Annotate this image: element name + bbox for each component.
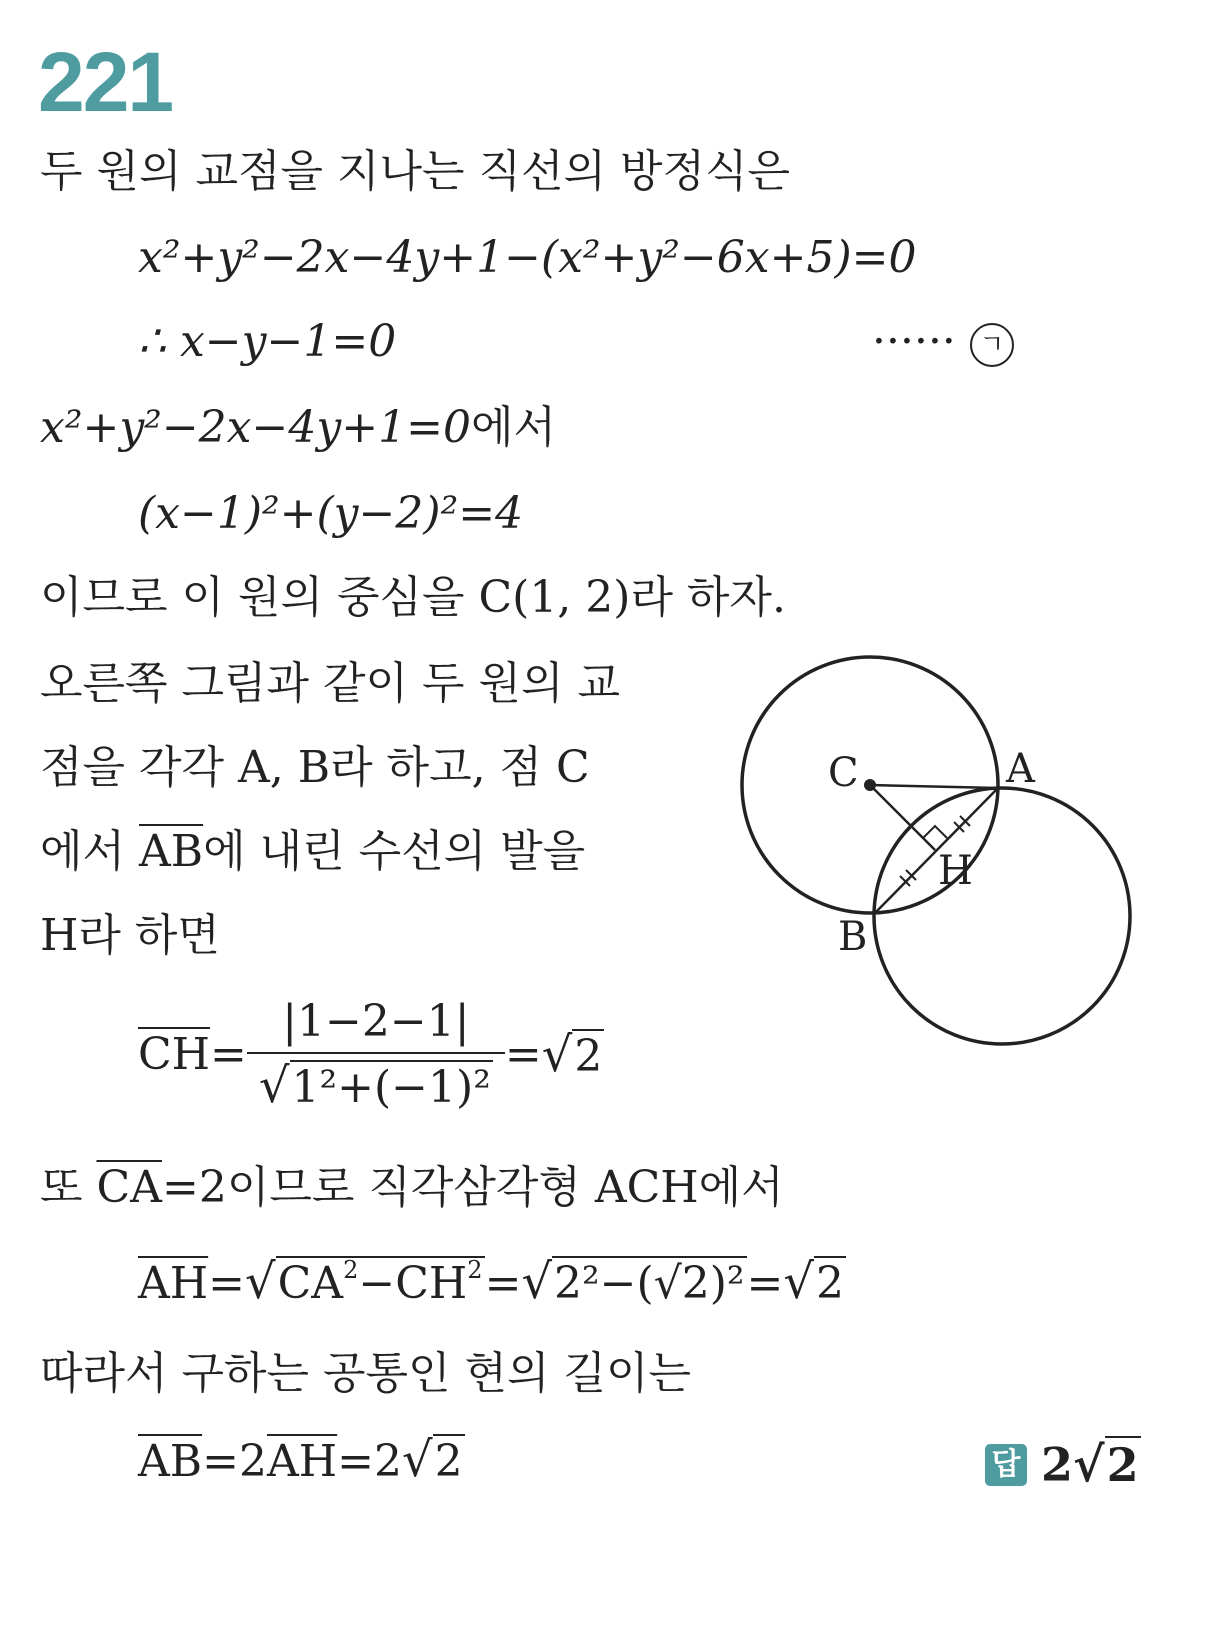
ah-root2: √2²−(√2)² [521, 1254, 745, 1310]
right-angle-mark [923, 826, 947, 838]
desc-line3-post: 에 내린 수선의 발을 [203, 826, 586, 877]
ch-result-radicand: 2 [574, 1031, 603, 1082]
ah-result-radicand: 2 [816, 1258, 845, 1309]
ab-equation [138, 1432, 465, 1488]
equation-marker [872, 316, 1014, 367]
ah-term2: $\overline{CH}$ [395, 1258, 468, 1309]
description-line-3 [40, 826, 586, 877]
ah-equation [138, 1254, 846, 1310]
segment-ch [870, 785, 935, 850]
circles-figure [730, 640, 1150, 1060]
segment-ca-line [870, 785, 998, 788]
equation-subtract: x²+y²−2x−4y+1−(x²+y²−6x+5)=0 [138, 232, 917, 283]
conclusion-text: 따라서 구하는 공통인 현의 길이는 [40, 1348, 691, 1399]
ab-result-radicand: 2 [434, 1436, 463, 1487]
circle-equation [40, 402, 556, 453]
ab-lhs: $\overline{AB}$ [138, 1436, 203, 1487]
label-a: A [1006, 746, 1035, 792]
ah-eq: = [208, 1258, 246, 1309]
answer [985, 1436, 1141, 1493]
segment-ab: $\overline{AB}$ [139, 826, 204, 877]
ch-result: √2 [541, 1027, 603, 1083]
equation-line: ∴ x−y−1=0 [138, 316, 397, 367]
description-line-2: 점을 각각 A, B라 하고, 점 C [40, 742, 590, 793]
circle-equation-expr: x²+y²−2x−4y+1=0 [40, 402, 471, 453]
ca-pre: 또 [40, 1162, 97, 1213]
label-b: B [838, 914, 868, 960]
ch-denominator: √1²+(−1)² [258, 1058, 491, 1114]
answer-value-root: √2 [1073, 1436, 1139, 1493]
ah-eq2: = [484, 1258, 522, 1309]
ch-equation [138, 996, 604, 1114]
center-point-c [864, 779, 876, 791]
desc-line3-pre: 에서 [40, 826, 139, 877]
label-h: H [938, 848, 973, 894]
marker-dots: ······ [872, 316, 956, 367]
ca-post: =2이므로 직각삼각형 ACH에서 [161, 1162, 784, 1213]
ch-denominator-radicand: 1²+(−1)² [291, 1062, 491, 1113]
ah-root1: $√CA^2-\overline{CH}^2$ [245, 1254, 483, 1310]
ch-lhs: $\overline{CH}$ [138, 1029, 211, 1080]
answer-value-radicand: 2 [1106, 1437, 1139, 1492]
ch-eq: = [210, 1029, 247, 1080]
description-line-4: H라 하면 [40, 910, 220, 961]
ah-minus: − [358, 1258, 396, 1309]
ab-eq: =2 [202, 1436, 267, 1487]
center-sentence: 이므로 이 원의 중심을 C(1, 2)라 하자. [40, 572, 786, 623]
ah-lhs: $\overline{AH}$ [138, 1258, 209, 1309]
intro-text: 두 원의 교점을 지나는 직선의 방정식은 [40, 146, 790, 197]
circle-standard-form: (x−1)²+(y−2)²=4 [138, 488, 524, 539]
ah-eq3: = [746, 1258, 784, 1309]
ah-result: √2 [783, 1254, 845, 1310]
circle-equation-suffix: 에서 [470, 402, 556, 453]
label-c: C [828, 750, 859, 796]
ca-sentence [40, 1162, 784, 1213]
problem-number: 221 [38, 35, 173, 129]
marker-circled-giyeok: ㄱ [970, 323, 1014, 367]
ab-eq2: =2 [337, 1436, 403, 1487]
ah-expr: 2²−(√2)² [554, 1258, 745, 1309]
ch-fraction [247, 996, 505, 1114]
answer-badge: 답 [985, 1444, 1027, 1486]
description-line-1: 오른쪽 그림과 같이 두 원의 교 [40, 658, 620, 709]
answer-value-prefix: 2 [1041, 1437, 1074, 1492]
ah-term1: CA [277, 1258, 344, 1309]
ab-mid: $\overline{AH}$ [266, 1436, 338, 1487]
segment-ca: $\overline{CA}$ [96, 1162, 162, 1213]
ch-numerator: |1−2−1| [247, 1000, 505, 1054]
ch-result-eq: = [504, 1029, 542, 1080]
ab-result: √2 [402, 1432, 463, 1488]
